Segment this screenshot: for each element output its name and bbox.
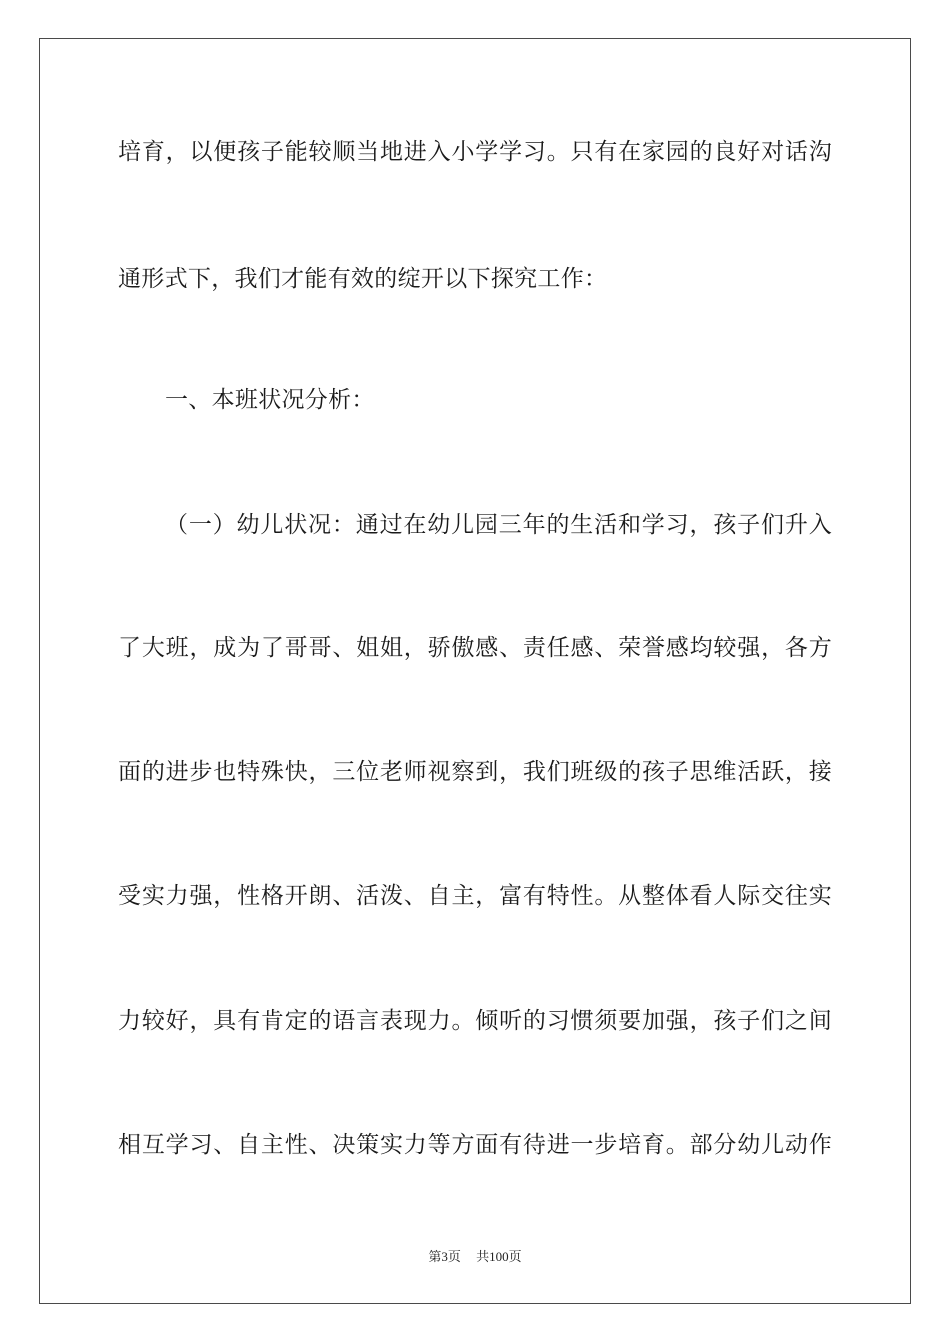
page-number-total: 共100页 <box>476 1249 522 1264</box>
paragraph-line: 培育，以便孩子能较顺当地进入小学学习。只有在家园的良好对话沟 <box>118 139 832 165</box>
paragraph-line: 面的进步也特殊快，三位老师视察到，我们班级的孩子思维活跃，接 <box>118 759 832 785</box>
page-footer <box>0 1248 950 1266</box>
section-heading: 一、本班状况分析： <box>165 387 375 413</box>
page-border <box>39 38 911 1304</box>
page-number-current: 第3页 <box>428 1249 461 1264</box>
paragraph-line: 相互学习、自主性、决策实力等方面有待进一步培育。部分幼儿动作 <box>118 1132 832 1158</box>
paragraph-line: 了大班，成为了哥哥、姐姐，骄傲感、责任感、荣誉感均较强，各方 <box>118 635 832 661</box>
paragraph-line: 力较好，具有肯定的语言表现力。倾听的习惯须要加强，孩子们之间 <box>118 1008 832 1034</box>
paragraph-line: 通形式下，我们才能有效的绽开以下探究工作： <box>118 266 608 292</box>
paragraph-line: 受实力强，性格开朗、活泼、自主，富有特性。从整体看人际交往实 <box>118 883 832 909</box>
paragraph-line: （一）幼儿状况：通过在幼儿园三年的生活和学习，孩子们升入 <box>165 512 832 538</box>
